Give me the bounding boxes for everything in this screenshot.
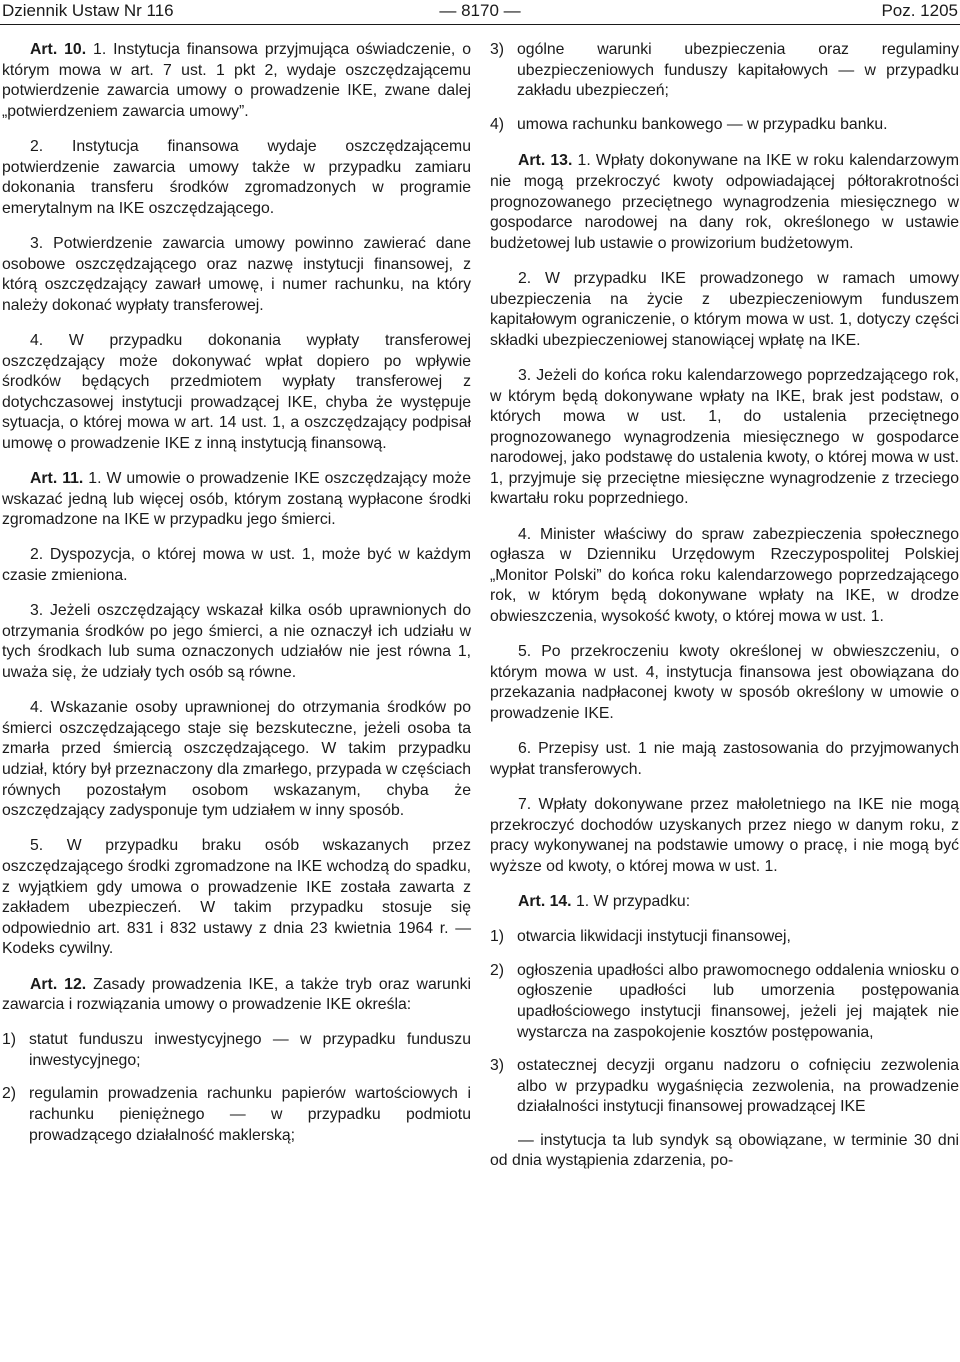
- list-item: [490, 1056, 959, 1118]
- list-item: [490, 927, 959, 948]
- article-heading: Art. 13.: [518, 152, 573, 170]
- header-rule: [0, 24, 960, 25]
- art-10-para-2: 2. Instytucja finansowa wydaje oszczędzającemu potwierdzenie zawarcia umowy także w przypadku zamiaru dokonania transferu środków zgromadzonych w programie emerytalnym na IKE oszczędzającego.: [2, 137, 471, 217]
- list-item-number: 2): [490, 961, 505, 979]
- art-13-para-4: 4. Minister właściwy do spraw zabezpieczenia społecznego ogłasza w Dzienniku Urzędowym Rzeczypospolitej Polskiej „Monitor Polski” do końca roku kalendarzowego poprzedzającego rok, w którym będą dokonywane wpłaty na IKE, w drodze obwieszczenia, wysokość kwoty, o której mowa w ust. 1.: [490, 525, 959, 626]
- paragraph-text: Zasady prowadzenia IKE, a także tryb oraz warunki zawarcia i rozwiązania umowy o prowadzenie IKE określa:: [2, 975, 471, 1014]
- art-13-para-3: 3. Jeżeli do końca roku kalendarzowego poprzedzającego rok, w którym będą dokonywane wpłaty na IKE, brak jest podstaw, o których mowa w ust. 1, do ustalenia przeciętnego prognozowanego wynagrodzenia miesięcznego w gospodarce narodowej, jako podstawę do ustalenia kwoty, o której mowa w ust. 1, przyjmuje się przeciętne miesięczne wynagrodzenie z trzeciego kwartału roku poprzedniego.: [490, 366, 959, 508]
- article-heading: Art. 12.: [30, 975, 87, 993]
- page-number: — 8170 —: [439, 1, 521, 20]
- paragraph-text: 1. W umowie o prowadzenie IKE oszczędzający może wskazać jedną lub więcej osób, którym zostaną wypłacone środki zgromadzone na IKE w przypadku jego śmierci.: [2, 470, 471, 529]
- list-item-text: ogłoszenia upadłości albo prawomocnego oddalenia wniosku o ogłoszenie upadłości lub umorzenia postępowania upadłościowego instytucji finansowej, jeżeli jej majątek nie wystarcza na zaspokojenie kosztów postępowania,: [517, 961, 959, 1041]
- list-item-number: 4): [490, 115, 505, 133]
- art-13-para-6: 6. Przepisy ust. 1 nie mają zastosowania do przyjmowanych wypłat transferowych.: [490, 740, 959, 778]
- art-13-para-5: 5. Po przekroczeniu kwoty określonej w obwieszczeniu, o którym mowa w ust. 4, instytucja finansowa jest obowiązana do przekazania nadpłaconej kwoty w sposób określony w umowie o prowadzenie IKE.: [490, 643, 959, 722]
- art-13-para-1: [490, 151, 959, 254]
- item-position: Poz. 1205: [881, 1, 958, 20]
- art-13-para-2: 2. W przypadku IKE prowadzonego w ramach umowy ubezpieczenia na życie z ubezpieczeniowym funduszem kapitałowym ograniczenie, o którym mowa w ust. 1, dotyczy części składki ubezpieczeniowej stanowiącej wpłatę na IKE.: [490, 269, 959, 349]
- art-10-para-1: [2, 40, 471, 122]
- art-11-para-5: 5. W przypadku braku osób wskazanych przez oszczędzającego środki zgromadzone na IKE wchodzą do spadku, z wyjątkiem gdy umowa o prowadzenie IKE została zawarta z zakładem ubezpieczeń. W takim przypadku stosuje się odpowiednio art. 831 i 832 ustawy z dnia 23 kwietnia 1964 r. — Kodeks cywilny.: [2, 837, 471, 958]
- journal-title: Dziennik Ustaw Nr 116: [2, 1, 174, 20]
- paragraph-text: 1. W przypadku:: [571, 892, 691, 910]
- article-heading: Art. 11.: [30, 470, 84, 488]
- paragraph-text: 1. Wpłaty dokonywane na IKE w roku kalendarzowym nie mogą przekroczyć kwoty odpowiadającej półtorakrotności prognozowanego przeciętnego wynagrodzenia miesięcznego w gospodarce narodowej na dany rok, określonego w ustawie budżetowej lub ustawie o prowizorium budżetowym.: [490, 152, 959, 252]
- article-heading: Art. 14.: [518, 892, 572, 910]
- right-column: [490, 40, 959, 1187]
- art-11-para-1: [2, 469, 471, 531]
- list-item: [2, 1030, 471, 1071]
- art-14-para-1: [490, 892, 959, 913]
- art-12-para: [2, 975, 471, 1016]
- list-item-text: regulamin prowadzenia rachunku papierów wartościowych i rachunku pieniężnego — w przypadku podmiotu prowadzącego działalność maklerską;: [29, 1085, 471, 1144]
- list-item-number: 2): [2, 1085, 17, 1103]
- left-column: [2, 40, 471, 1159]
- list-item: [490, 115, 959, 136]
- art-11-para-2: 2. Dyspozycja, o której mowa w ust. 1, może być w każdym czasie zmieniona.: [2, 546, 471, 585]
- art-10-para-3: 3. Potwierdzenie zawarcia umowy powinno zawierać dane osobowe oszczędzającego oraz nazwę instytucji finansowej, z którą oszczędzający zawarł umowę, i numer rachunku, na który należy dokonać wypłaty transferowej.: [2, 234, 471, 314]
- art-14-continuation: — instytucja ta lub syndyk są obowiązane, w terminie 30 dni od dnia wystąpienia zdarzenia, po-: [490, 1131, 959, 1170]
- list-item: [2, 1084, 471, 1146]
- list-item-text: ostatecznej decyzji organu nadzoru o cofnięciu zezwolenia albo w przypadku wygaśnięcia zezwolenia, na prowadzenie działalności instytucji finansowej prowadzącej IKE: [517, 1057, 959, 1116]
- page-header: [0, 0, 960, 22]
- article-heading: Art. 10.: [30, 41, 87, 58]
- list-item-number: 1): [490, 928, 505, 946]
- list-item-number: 1): [2, 1031, 17, 1049]
- list-item-number: 3): [490, 41, 505, 58]
- art-10-para-4: 4. W przypadku dokonania wypłaty transferowej oszczędzający może dokonywać wpłat dopiero po wpływie środków będących przedmiotem wypłaty transferowej z dotychczasowej instytucji prowadzącej IKE, chyba że występuje sytuacja, o której mowa w art. 14 ust. 1, a oszczędzający podpisał umowę o prowadzenie IKE z inną instytucją finansową.: [2, 331, 471, 452]
- list-item-text: ogólne warunki ubezpieczenia oraz regulaminy ubezpieczeniowych funduszy kapitałowych — w przypadku zakładu ubezpieczeń;: [517, 41, 959, 100]
- list-item: [490, 40, 959, 102]
- art-13-para-7: 7. Wpłaty dokonywane przez małoletniego na IKE nie mogą przekroczyć dochodów uzyskanych przez niego w danym roku, z pracy wykonywanej na podstawie umowy o pracę, i nie mogą być wyższe od kwoty, o której mowa w ust. 1.: [490, 795, 959, 875]
- list-item: [490, 961, 959, 1043]
- list-item-text: umowa rachunku bankowego — w przypadku banku.: [517, 115, 888, 133]
- art-11-para-4: 4. Wskazanie osoby uprawnionej do otrzymania środków po śmierci oszczędzającego staje się bezskuteczne, jeżeli osoba ta zmarła przed śmiercią oszczędzającego. W takim przypadku udział, który był przeznaczony dla zmarłego, przypada w częściach równych pozostałym osobom wskazanym, chyba że oszczędzający zadysponuje tym udziałem w inny sposób.: [2, 699, 471, 820]
- paragraph-text: 1. Instytucja finansowa przyjmująca oświadczenie, o którym mowa w art. 7 ust. 1 pkt 2, wydaje oszczędzającemu potwierdzenie zawarcia umowy o prowadzenie IKE, zwane dalej „potwierdzeniem zawarcia umowy”.: [2, 41, 472, 120]
- list-item-number: 3): [490, 1057, 505, 1075]
- art-11-para-3: 3. Jeżeli oszczędzający wskazał kilka osób uprawnionych do otrzymania środków po jego śmierci, a nie oznaczył ich udziału w tych środkach lub suma oznaczonych udziałów nie jest równa 1, uważa się, że udziały tych osób są równe.: [2, 602, 471, 681]
- list-item-text: statut funduszu inwestycyjnego — w przypadku funduszu inwestycyjnego;: [29, 1031, 471, 1069]
- list-item-text: otwarcia likwidacji instytucji finansowej,: [517, 928, 791, 946]
